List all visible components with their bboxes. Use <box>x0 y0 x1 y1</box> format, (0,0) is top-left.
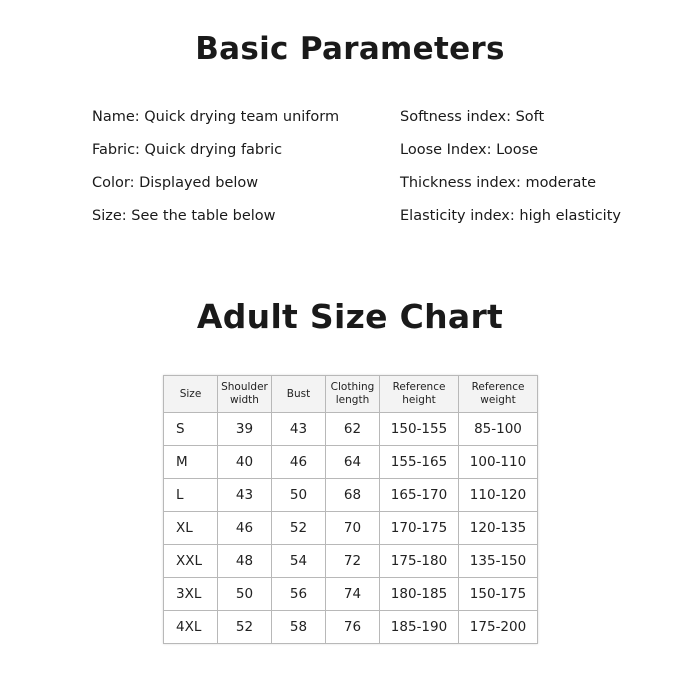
size-chart-header-row <box>164 376 538 413</box>
size-cell: XL <box>164 512 218 545</box>
clothing-length-cell: 64 <box>326 446 380 479</box>
size-cell: M <box>164 446 218 479</box>
reference-height-cell: 170-175 <box>380 512 459 545</box>
header-bust <box>272 376 326 413</box>
parameters-right-column <box>400 107 621 239</box>
reference-weight-cell: 110-120 <box>459 479 538 512</box>
header-reference-height <box>380 376 459 413</box>
header-size-label: Size <box>179 387 202 400</box>
header-shoulder-width <box>218 376 272 413</box>
clothing-length-cell: 74 <box>326 578 380 611</box>
table-row <box>164 545 538 578</box>
bust-cell: 56 <box>272 578 326 611</box>
size-cell: 4XL <box>164 611 218 644</box>
header-shoulder-width-label: Shoulder width <box>221 381 268 406</box>
basic-parameters-title: Basic Parameters <box>195 31 505 67</box>
bust-cell: 50 <box>272 479 326 512</box>
header-reference-weight <box>459 376 538 413</box>
header-bust-label: Bust <box>286 387 311 400</box>
bust-cell: 43 <box>272 413 326 446</box>
reference-weight-cell: 175-200 <box>459 611 538 644</box>
param-thickness: Thickness index: moderate <box>400 175 597 191</box>
reference-height-cell: 150-155 <box>380 413 459 446</box>
shoulder-width-cell: 50 <box>218 578 272 611</box>
clothing-length-cell: 68 <box>326 479 380 512</box>
bust-cell: 46 <box>272 446 326 479</box>
header-clothing-length-label: Clothing length <box>330 381 375 406</box>
bust-cell: 58 <box>272 611 326 644</box>
header-size <box>164 376 218 413</box>
size-chart-table <box>163 375 538 644</box>
size-cell: 3XL <box>164 578 218 611</box>
table-row <box>164 413 538 446</box>
shoulder-width-cell: 52 <box>218 611 272 644</box>
parameters-left-column <box>92 107 339 239</box>
reference-height-cell: 155-165 <box>380 446 459 479</box>
reference-height-cell: 185-190 <box>380 611 459 644</box>
param-name: Name: Quick drying team uniform <box>92 109 340 125</box>
table-row <box>164 578 538 611</box>
shoulder-width-cell: 48 <box>218 545 272 578</box>
clothing-length-cell: 62 <box>326 413 380 446</box>
param-elasticity: Elasticity index: high elasticity <box>400 208 621 224</box>
reference-weight-cell: 135-150 <box>459 545 538 578</box>
header-reference-height-label: Reference height <box>392 381 446 406</box>
clothing-length-cell: 72 <box>326 545 380 578</box>
reference-weight-cell: 120-135 <box>459 512 538 545</box>
shoulder-width-cell: 40 <box>218 446 272 479</box>
size-chart-title: Adult Size Chart <box>196 297 504 336</box>
bust-cell: 54 <box>272 545 326 578</box>
shoulder-width-cell: 43 <box>218 479 272 512</box>
reference-weight-cell: 100-110 <box>459 446 538 479</box>
table-row <box>164 479 538 512</box>
shoulder-width-cell: 46 <box>218 512 272 545</box>
param-size: Size: See the table below <box>92 208 276 224</box>
clothing-length-cell: 76 <box>326 611 380 644</box>
reference-height-cell: 180-185 <box>380 578 459 611</box>
param-color: Color: Displayed below <box>92 175 259 191</box>
table-row <box>164 446 538 479</box>
header-reference-weight-label: Reference weight <box>471 381 525 406</box>
param-fabric: Fabric: Quick drying fabric <box>92 142 283 158</box>
reference-height-cell: 175-180 <box>380 545 459 578</box>
size-cell: L <box>164 479 218 512</box>
bust-cell: 52 <box>272 512 326 545</box>
size-cell: XXL <box>164 545 218 578</box>
param-softness: Softness index: Soft <box>400 109 545 125</box>
shoulder-width-cell: 39 <box>218 413 272 446</box>
reference-height-cell: 165-170 <box>380 479 459 512</box>
size-cell: S <box>164 413 218 446</box>
header-clothing-length <box>326 376 380 413</box>
param-looseness: Loose Index: Loose <box>400 142 539 158</box>
reference-weight-cell: 150-175 <box>459 578 538 611</box>
table-row <box>164 611 538 644</box>
table-row <box>164 512 538 545</box>
clothing-length-cell: 70 <box>326 512 380 545</box>
reference-weight-cell: 85-100 <box>459 413 538 446</box>
